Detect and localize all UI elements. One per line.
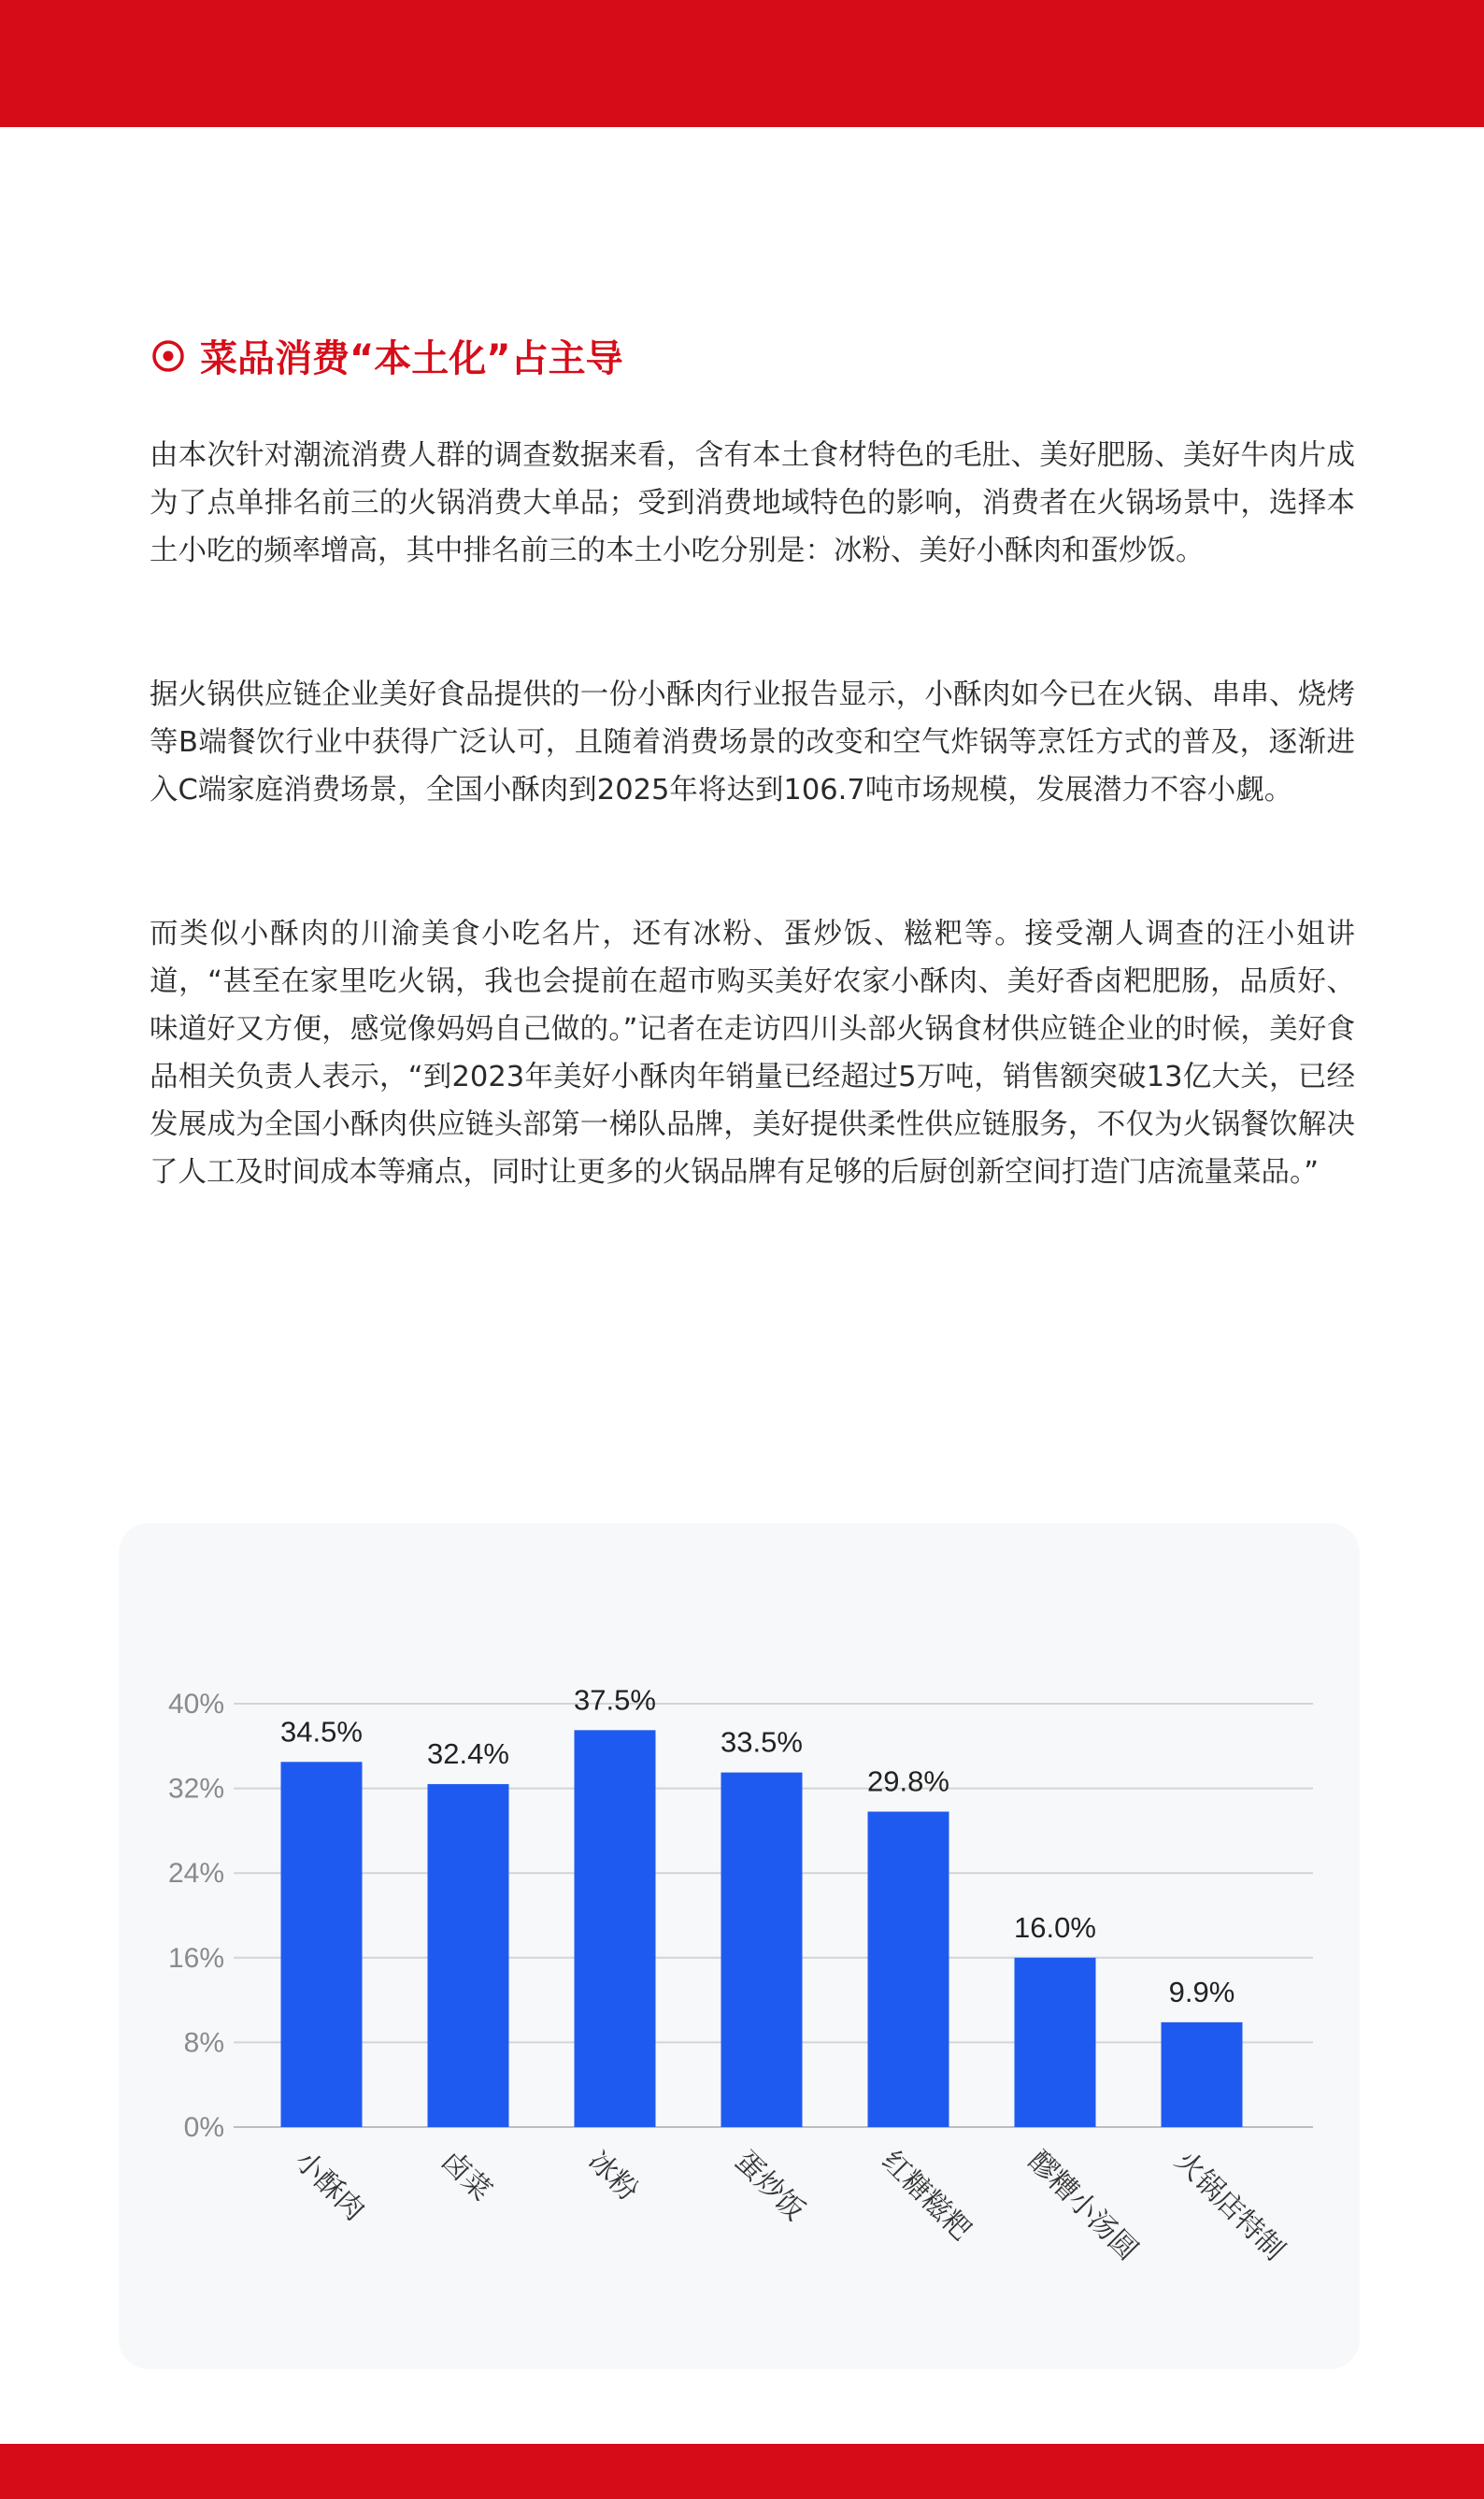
data-label: 29.8% [867,1764,949,1798]
category-label: 蛋炒饭 [728,2144,811,2228]
category-label: 火锅店特制 [1168,2144,1291,2267]
bottom-banner [0,2444,1484,2499]
bar-chart [119,1523,1360,2369]
y-tick-label: 0% [183,2112,224,2143]
y-tick-label: 24% [167,1858,224,1890]
y-tick-label: 32% [167,1773,224,1805]
bar [575,1730,656,2127]
bar [721,1773,803,2127]
target-circle-icon [150,337,187,375]
bar [1162,2022,1243,2127]
top-banner [0,0,1484,127]
section-heading [150,329,623,382]
data-label: 32.4% [427,1737,509,1771]
paragraph-1: 由本次针对潮流消费人群的调查数据来看，含有本土食材特色的毛肚、美好肥肠、美好牛肉片成为了点单排名前三的火锅消费大单品；受到消费地域特色的影响，消费者在火锅场景中，选择本土小吃的频率增高，其中排名前三的本土小吃分别是：冰粉、美好小酥肉和蛋炒饭。 [150,439,1355,567]
category-label: 卤菜 [435,2144,498,2208]
data-label: 9.9% [1168,1975,1235,2008]
y-tick-label: 40% [167,1689,224,1720]
bar [1015,1958,1096,2127]
category-label: 醪糟小汤圆 [1021,2144,1145,2267]
data-label: 37.5% [574,1683,656,1717]
category-label: 红糖糍粑 [875,2144,977,2248]
category-label: 小酥肉 [288,2144,371,2228]
bar [428,1784,509,2127]
data-label: 34.5% [280,1715,363,1749]
data-label: 16.0% [1014,1910,1096,1944]
section-title-text: 菜品消费“本土化”占主导 [200,337,623,380]
paragraph-3: 而类似小酥肉的川渝美食小吃名片，还有冰粉、蛋炒饭、糍粑等。接受潮人调查的汪小姐讲道，“甚至在家里吃火锅，我也会提前在超市购买美好农家小酥肉、美好香卤粑肥肠，品质好、味道好又方便，感觉像妈妈自己做的。”记者在走访四川头部火锅食材供应链企业的时候，美好食品相关负责人表示，“到2023年美好小酥肉年销量已经超过5万吨，销售额突破13亿大关，已经发展成为全国小酥肉供应链头部第一梯队品牌，美好提供柔性供应链服务，不仅为火锅餐饮解决了人工及时间成本等痛点，同时让更多的火锅品牌有足够的后厨创新空间打造门店流量菜品。” [150,918,1355,1189]
paragraph-2: 据火锅供应链企业美好食品提供的一份小酥肉行业报告显示，小酥肉如今已在火锅、串串、烧烤等B端餐饮行业中获得广泛认可，且随着消费场景的改变和空气炸锅等烹饪方式的普及，逐渐进入C端家庭消费场景，全国小酥肉到2025年将达到106.7吨市场规模，发展潜力不容小觑。 [150,678,1355,807]
chart-panel [119,1523,1360,2369]
bar [281,1762,363,2127]
y-tick-label: 8% [183,2027,224,2059]
y-tick-label: 16% [167,1942,224,1974]
data-label: 33.5% [721,1725,803,1759]
bar [868,1812,949,2127]
category-label: 冰粉 [581,2144,645,2208]
